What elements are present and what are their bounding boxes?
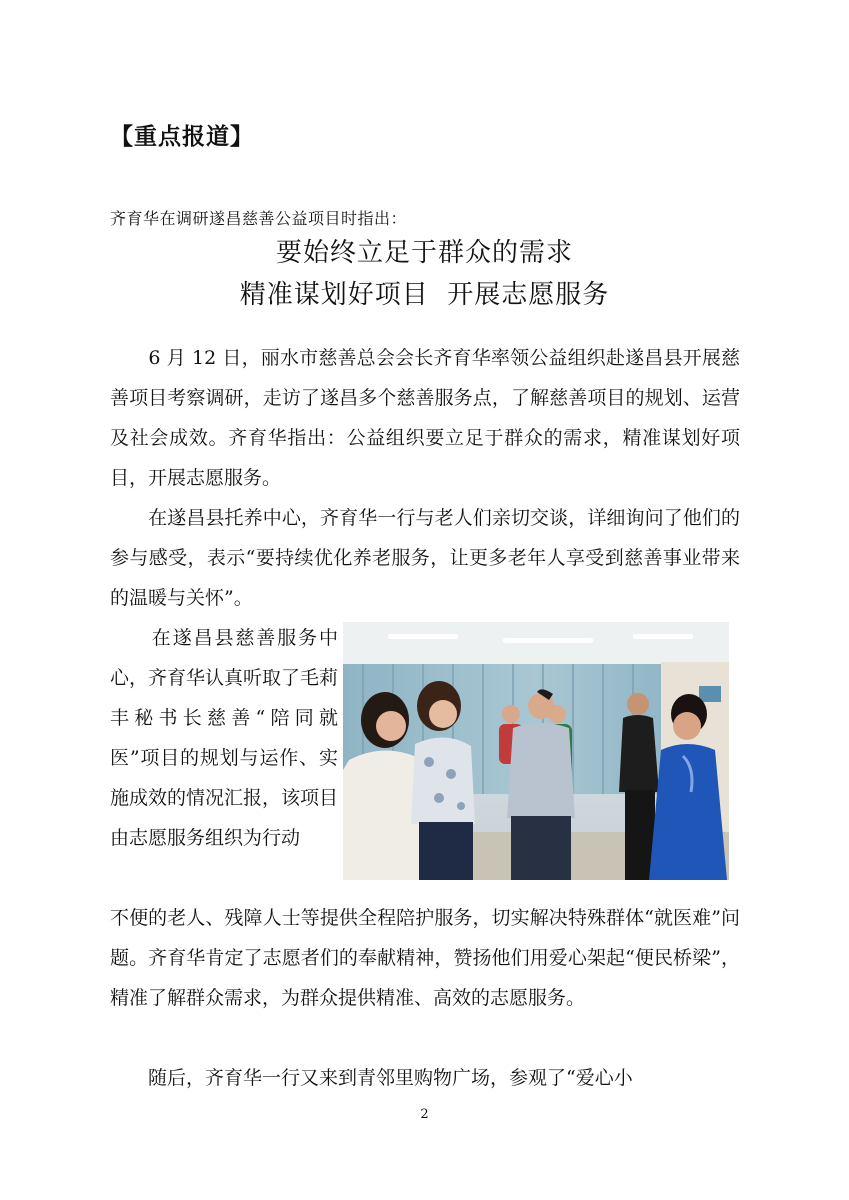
- headline-line-2: 精准谋划好项目 开展志愿服务: [239, 280, 610, 310]
- body-paragraph-3: 在遂昌县慈善服务中心，齐育华认真听取了毛莉丰秘书长慈善“陪同就医”项目的规划与运作、实施成效的情况汇报，该项目由志愿服务组织为行动: [110, 627, 339, 849]
- body-paragraph-1: 6 月 12 日，丽水市慈善总会会长齐育华率领公益组织赴遂昌县开展慈善项目考察调研，走访了遂昌多个慈善服务点，了解慈善项目的规划、运营及社会成效。齐育华指出：公益组织要立足于群众的需求，精准谋划好项目，开展志愿服务。: [110, 347, 740, 489]
- article-kicker: 齐育华在调研遂昌慈善公益项目时指出：: [110, 209, 408, 228]
- headline-line-1: 要始终立足于群众的需求: [275, 238, 573, 268]
- body-paragraph-2: 在遂昌县托养中心，齐育华一行与老人们亲切交谈，详细询问了他们的参与感受，表示“要持续优化养老服务，让更多老年人享受到慈善事业带来的温暖与关怀”。: [110, 507, 740, 609]
- section-tag: 【重点报道】: [110, 124, 254, 150]
- news-photo: [343, 622, 729, 880]
- page-number: 2: [420, 1107, 429, 1122]
- body-paragraph-4: 不便的老人、残障人士等提供全程陪护服务，切实解决特殊群体“就医难”问题。齐育华肯定了志愿者们的奉献精神，赞扬他们用爱心架起“便民桥梁”，精准了解群众需求，为群众提供精准、高效的志愿服务。: [110, 907, 740, 1009]
- body-paragraph-5: 随后，齐育华一行又来到青邻里购物广场，参观了“爱心小: [110, 1067, 633, 1089]
